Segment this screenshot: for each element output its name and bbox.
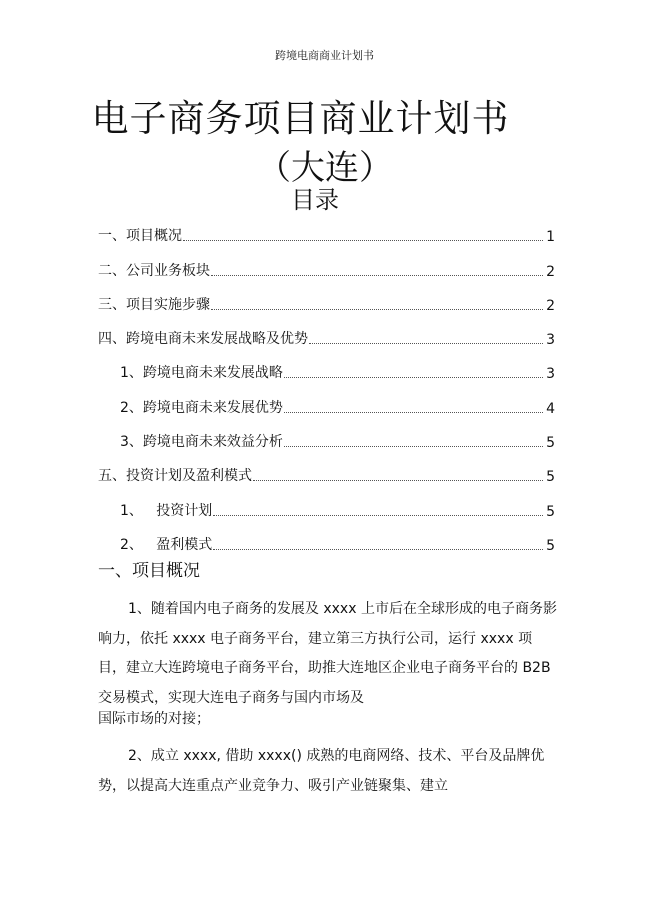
toc-entry[interactable]: [98, 212, 555, 246]
paragraph-1: 1、随着国内电子商务的发展及 xxxx 上市后在全球形成的电子商务影响力，依托 xxxx 电子商务平台，建立第三方执行公司，运行 xxxx 项目，建立大连跨境电子商务平台，助推大连地区企业电子商务平台的 B2B 交易模式，实现大连电子商务与国内市场及: [98, 601, 557, 706]
toc-entry-label: 三、项目实施步骤: [98, 296, 210, 313]
toc-entry-page: 3: [546, 332, 555, 349]
toc-subentry[interactable]: [98, 521, 555, 555]
toc-entry[interactable]: [98, 315, 555, 349]
table-of-contents: [98, 212, 555, 555]
toc-entry-page: 5: [546, 469, 555, 486]
toc-leader: [284, 412, 543, 413]
toc-entry-label: 五、投资计划及盈利模式: [98, 468, 252, 485]
toc-leader: [211, 309, 543, 310]
toc-entry-label: 2、跨境电商未来发展优势: [120, 399, 283, 416]
toc-entry-label: 1、跨境电商未来发展战略: [120, 365, 283, 382]
toc-entry[interactable]: [98, 452, 555, 486]
paragraph-2: 2、成立 xxxx, 借助 xxxx() 成熟的电商网络、技术、平台及品牌优势，以提高大连重点产业竞争力、吸引产业链聚集、建立: [98, 748, 545, 794]
toc-entry-label: 二、公司业务板块: [98, 262, 210, 279]
paragraph-1-continuation: 国际市场的对接；: [98, 711, 210, 727]
toc-entry-page: 3: [546, 366, 555, 383]
toc-leader: [309, 343, 543, 344]
toc-subentry[interactable]: [98, 383, 555, 417]
section-heading: 一、项目概况: [98, 561, 200, 581]
toc-entry-page: 2: [546, 297, 555, 314]
running-header: 跨境电商商业计划书: [275, 49, 374, 62]
document-title: 电子商务项目商业计划书: [91, 97, 510, 140]
toc-leader: [183, 240, 543, 241]
toc-entry-page: 5: [546, 435, 555, 452]
toc-entry[interactable]: [98, 246, 555, 280]
toc-leader: [284, 446, 543, 447]
toc-entry-page: 4: [546, 400, 555, 417]
toc-entry-label: 2、 盈利模式: [120, 536, 213, 553]
toc-subentry[interactable]: [98, 349, 555, 383]
toc-entry-label: 3、跨境电商未来效益分析: [120, 434, 283, 451]
toc-entry-label: 一、项目概况: [98, 228, 182, 245]
toc-subentry[interactable]: [98, 418, 555, 452]
toc-leader: [253, 480, 543, 481]
toc-leader: [213, 515, 543, 516]
document-subtitle: （大连）: [257, 148, 393, 188]
toc-subentry[interactable]: [98, 486, 555, 520]
toc-leader: [213, 549, 543, 550]
toc-entry-page: 2: [546, 263, 555, 280]
toc-heading: 目录: [291, 186, 339, 214]
toc-entry-label: 1、 投资计划: [120, 502, 213, 519]
toc-entry-label: 四、跨境电商未来发展战略及优势: [98, 331, 308, 348]
toc-leader: [284, 377, 543, 378]
toc-entry[interactable]: [98, 281, 555, 315]
toc-entry-page: 1: [546, 229, 555, 246]
toc-leader: [211, 275, 543, 276]
toc-entry-page: 5: [546, 503, 555, 520]
toc-entry-page: 5: [546, 537, 555, 554]
